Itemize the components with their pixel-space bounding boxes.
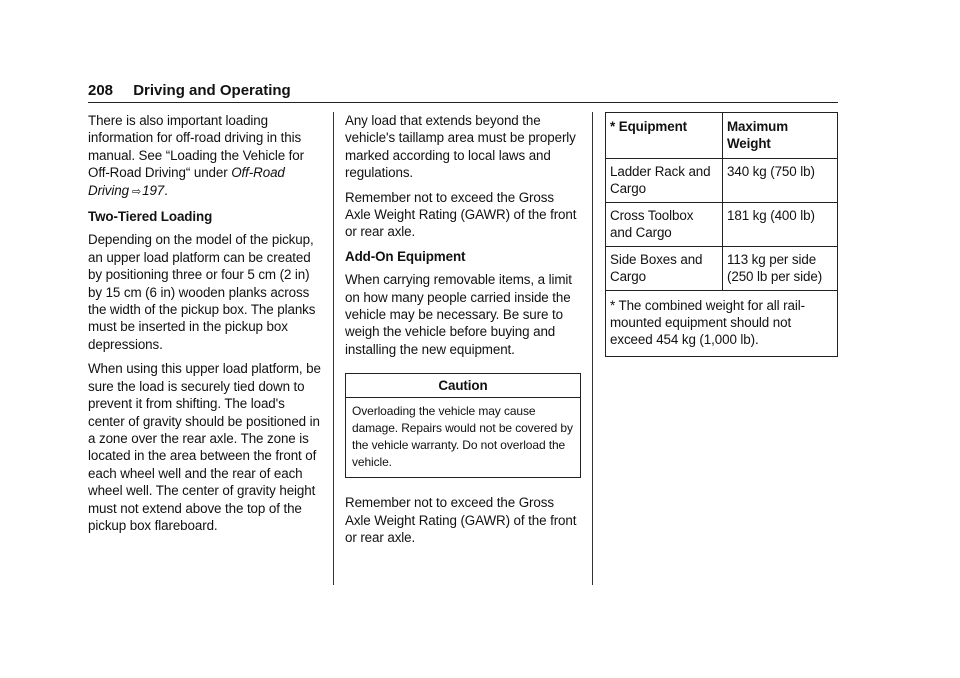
paragraph-end: . — [164, 182, 168, 198]
table-cell: 113 kg per side (250 lb per side) — [723, 247, 838, 291]
table-header-row — [606, 113, 838, 159]
xref-arrow-icon: ⇨ — [131, 185, 142, 198]
table-footnote-row — [606, 291, 838, 357]
table-row — [606, 247, 838, 291]
table-cell: 340 kg (750 lb) — [723, 159, 838, 203]
paragraph: Remember not to exceed the Gross Axle Weight Rating (GAWR) of the front or rear axle. — [345, 495, 577, 546]
column-header: * Equipment — [606, 113, 723, 159]
paragraph-text: There is also important loading information for off-road driving in this manual. See “Loading the Vehicle for Off-Road Driving“ under — [88, 113, 305, 181]
table-footnote: * The combined weight for all rail-mounted equipment should not exceed 454 kg (1,000 lb). — [606, 291, 838, 357]
equipment-weight-table — [605, 112, 838, 357]
table-row — [606, 159, 838, 203]
caution-title: Caution — [346, 374, 580, 398]
column-header: Maximum Weight — [723, 113, 838, 159]
table-cell: 181 kg (400 lb) — [723, 203, 838, 247]
section-title: Driving and Operating — [133, 82, 291, 99]
table-cell: Ladder Rack and Cargo — [606, 159, 723, 203]
offroad-driving-link[interactable]: Off-Road Driving — [88, 165, 285, 198]
paragraph: When carrying removable items, a limit on how many people carried inside the vehicle may be necessary. Be sure to weigh the vehicle before buying and installing the new equipment. — [345, 272, 572, 357]
paragraph: Remember not to exceed the Gross Axle Weight Rating (GAWR) of the front or rear axle. — [345, 189, 577, 240]
page-reference[interactable]: 197 — [142, 182, 165, 198]
subheading-add-on-equipment: Add-On Equipment — [345, 248, 466, 264]
caution-box — [345, 373, 581, 478]
caution-body: Overloading the vehicle may cause damage. Repairs would not be covered by the vehicle warranty. Do not overload the vehicle. — [352, 404, 573, 470]
page-header — [88, 82, 838, 103]
column-2 — [345, 112, 581, 554]
paragraph-offroad-reference — [88, 112, 324, 201]
page-number: 208 — [88, 82, 114, 99]
paragraph: Any load that extends beyond the vehicle's taillamp area must be properly marked according to local laws and regulations. — [345, 113, 576, 181]
column-1 — [88, 112, 324, 541]
paragraph: Depending on the model of the pickup, an upper load platform can be created by positioning three or four 5 cm (2 in) by 15 cm (6 in) wooden planks across the width of the pickup box. The planks must be inserted in the pickup box depressions. — [88, 232, 316, 352]
table-cell: Cross Toolbox and Cargo — [606, 203, 723, 247]
subheading-two-tiered-loading: Two-Tiered Loading — [88, 209, 213, 225]
column-3 — [605, 112, 839, 357]
table-cell: Side Boxes and Cargo — [606, 247, 723, 291]
column-divider — [333, 112, 334, 585]
table-row — [606, 203, 838, 247]
column-divider — [592, 112, 593, 585]
paragraph: When using this upper load platform, be sure the load is securely tied down to prevent it from shifting. The load's center of gravity should be positioned in a zone over the rear axle. The zone is located in the area between the front of each wheel well and the rear of each wheel well. The center of gravity height must not extend above the top of the pickup box flareboard. — [88, 361, 321, 533]
